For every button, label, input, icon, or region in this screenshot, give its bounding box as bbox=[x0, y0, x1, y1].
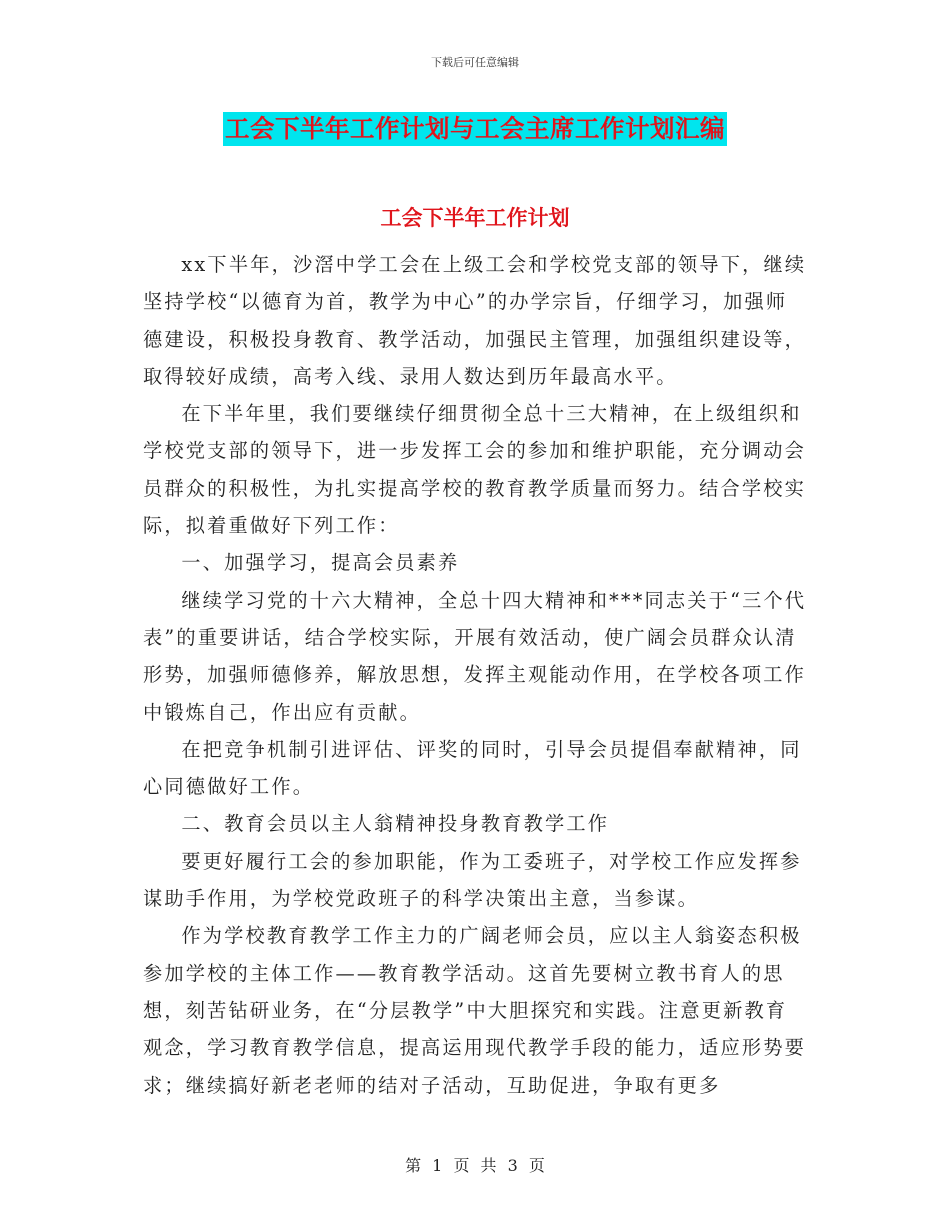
heading-1: 一、加强学习，提高会员素养 bbox=[181, 551, 460, 575]
paragraph-3: 继续学习党的十六大精神，全总十四大精神和***同志关于“三个代表”的重要讲话，结合学校实际，开展有效活动，使广阔会员群众认清形势，加强师德修养，解放思想，发挥主观能动作用，在学校各项工作中锻炼自己，作出应有贡献。 bbox=[143, 588, 807, 724]
paragraph-5: 要更好履行工会的参加职能，作为工委班子，对学校工作应发挥参谋助手作用，为学校党政班子的科学决策出主意，当参谋。 bbox=[143, 849, 802, 911]
main-title-wrap bbox=[0, 112, 950, 146]
paragraph-6: 作为学校教育教学工作主力的广阔老师会员，应以主人翁姿态积极参加学校的主体工作——教育教学活动。这首先要树立教书育人的思想，刻苦钻研业务，在“分层教学”中大胆探究和实践。注意更新教育观念，学习教育教学信息，提高运用现代教学手段的能力，适应形势要求；继续搞好新老老师的结对子活动，互助促进，争取有更多 bbox=[143, 924, 807, 1097]
heading-2: 二、教育会员以主人翁精神投身教育教学工作 bbox=[181, 812, 610, 836]
page-header-note: 下载后可任意编辑 bbox=[431, 56, 519, 69]
page-footer: 第 1 页 共 3 页 bbox=[405, 1156, 545, 1175]
paragraph-1: xx下半年，沙滘中学工会在上级工会和学校党支部的领导下，继续坚持学校“以德育为首，教学为中心”的办学宗旨，仔细学习，加强师德建设，积极投身教育、教学活动，加强民主管理，加强组织建设等，取得较好成绩，高考入线、录用人数达到历年最高水平。 bbox=[143, 253, 807, 388]
paragraph-2: 在下半年里，我们要继续仔细贯彻全总十三大精神，在上级组织和学校党支部的领导下，进一步发挥工会的参加和维护职能，充分调动会员群众的积极性，为扎实提高学校的教育教学质量而努力。结合学校实际，拟着重做好下列工作： bbox=[143, 402, 807, 538]
main-title: 工会下半年工作计划与工会主席工作计划汇编 bbox=[223, 112, 727, 146]
document-body bbox=[143, 246, 808, 1104]
paragraph-4: 在把竞争机制引进评估、评奖的同时，引导会员提倡奉献精神，同心同德做好工作。 bbox=[143, 737, 802, 799]
section-title: 工会下半年工作计划 bbox=[380, 206, 570, 230]
